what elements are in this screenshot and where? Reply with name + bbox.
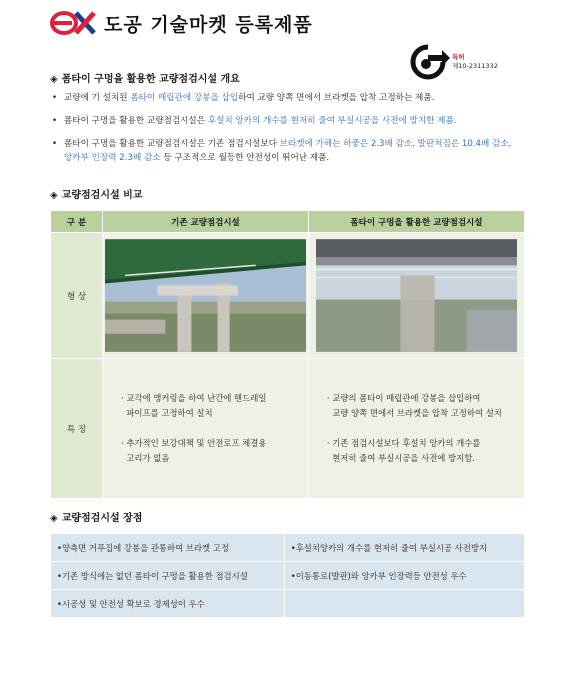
formtie-bridge-photo [316,239,517,352]
page-header [50,8,313,38]
formtie-photo-cell [308,233,524,359]
feature-line [327,421,506,436]
highlight-text: 후설치 앙카의 개수를 현저히 줄여 부실시공을 사전에 방지한 제품. [207,116,457,126]
patent-stamp [406,44,498,80]
overview-bullet [52,91,522,105]
merit-item: •후설치앙카의 개수를 현저히 줄여 부실시공 사전방지 [284,534,524,562]
existing-photo-cell [103,233,309,359]
feature-line: 현저히 줄여 부실시공을 사전에 방지함. [326,453,475,463]
row-head-feature: 특 징 [51,359,103,499]
overview-bullet [52,137,522,165]
col-header-formtie: 폼타이 구멍을 활용한 교량점검시설 [308,211,524,233]
section-merits-title: ◈ 교량점검시설 장점 [50,513,143,524]
page-title: 도공 기술마켓 등록제품 [104,13,313,36]
feature-line: 교량 양쪽 면에서 브라켓을 압착 고정하여 설치 [326,408,502,418]
overview-bullet [52,114,522,128]
existing-bridge-photo [105,239,306,352]
feature-line: · 교각에 앵커링을 하여 난간에 핸드레일 [121,393,267,403]
section-compare-title: ◈ 교량점검시설 비교 [50,190,143,201]
row-head-shape: 형 상 [51,233,103,359]
feature-line: · 추가적인 보강대책 및 안전로프 체결용 [121,438,267,448]
merit-item-empty [284,590,524,618]
col-header-category: 구 분 [51,211,103,233]
overview-bullets [52,91,522,174]
ex-logo-icon [50,9,98,37]
feature-line [121,421,290,436]
highlight-text: 폼타이 매립관에 강봉을 삽입 [130,93,239,103]
body-text: 교량에 기 설치된 [64,93,131,103]
diamond-icon: ◈ [50,513,58,524]
body-text: 등 구조적으로 월등한 안전성이 뛰어난 제품. [160,153,330,163]
body-text: 하여 교량 양쪽 면에서 브라켓을 압착 고정하는 제품. [238,93,435,103]
feature-line: 파이프를 고정하여 설치 [121,408,213,418]
body-text: 폼타이 구멍을 활용한 교량점검시설은 [64,116,208,126]
feature-line: · 교량의 폼타이 매립관에 강봉을 삽입하여 [326,393,481,403]
merit-item: •양측면 거푸집에 강봉을 관통하여 브라켓 고정 [51,534,285,562]
formtie-features [308,359,524,499]
existing-features [103,359,309,499]
diamond-icon: ◈ [50,74,58,85]
merit-item: •이동통로(발판)와 앙카부 인장력등 안전성 우수 [284,562,524,590]
merits-table [50,533,525,618]
feature-line: · 기존 점검시설보다 후설치 앙카의 개수를 [326,438,481,448]
patent-label: 특허 [452,53,465,61]
merit-item: •기존 방식에는 없던 폼타이 구멍을 활용한 점검시설 [51,562,285,590]
patent-seal-icon [406,44,450,80]
body-text: 폼타이 구멍을 활용한 교량점검시설은 기존 점검시설보다 [64,139,280,149]
merit-item: •시공성 및 안전성 확보로 경제성이 우수 [51,590,285,618]
feature-line: 고리가 없음 [121,453,170,463]
col-header-existing: 기존 교량점검시설 [103,211,309,233]
highlight-text: 브라켓에 가해는 하중은 2.3배 감소, 발판처짐은 10.4배 감소, 앙카부 인장력 2.3배 감소 [64,139,512,163]
patent-number: 제10-2311332 [452,62,498,70]
section-overview-title: ◈ 폼타이 구멍을 활용한 교량점검시설 개요 [50,74,240,85]
comparison-table [50,210,525,499]
diamond-icon: ◈ [50,190,58,201]
